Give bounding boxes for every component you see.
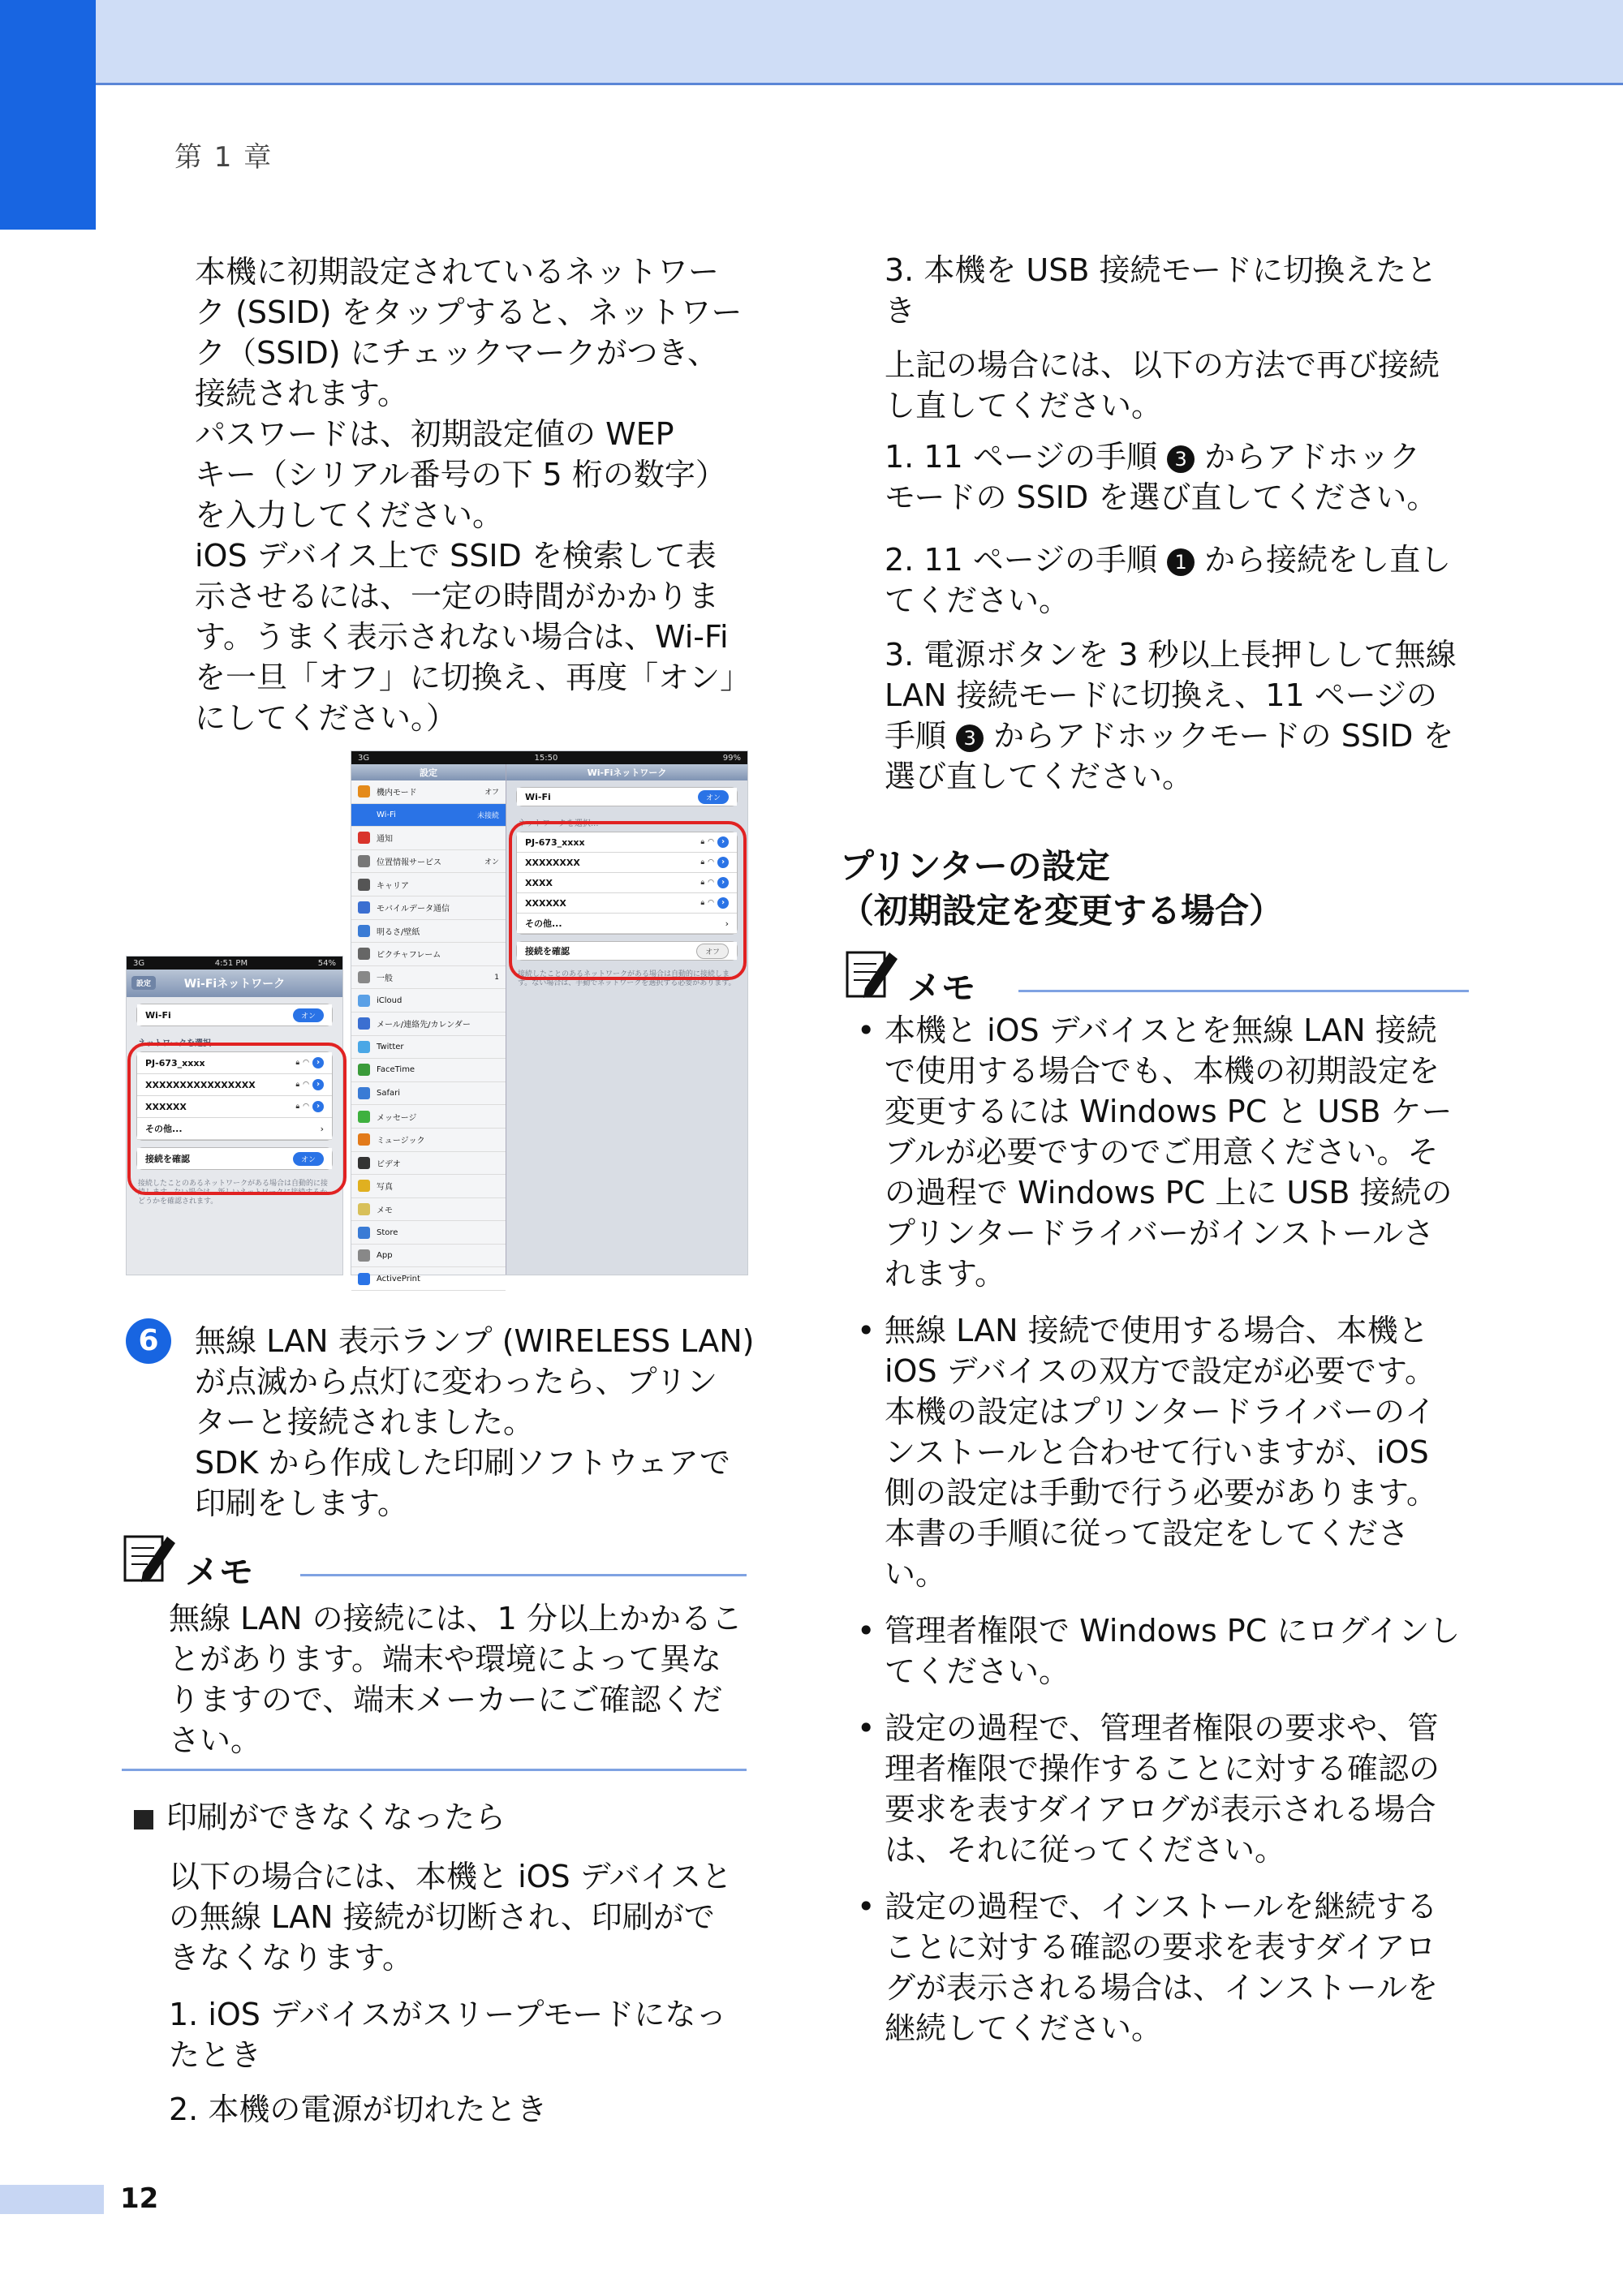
chevron-right-icon: › [320, 1123, 324, 1134]
intro-line: 接続されます。 [195, 376, 408, 411]
settings-app-icon [358, 995, 370, 1007]
memo-bullet-line: ことに対する確認の要求を表すダイアロ [885, 1929, 1436, 1965]
step-ref-1-icon: 1 [1167, 548, 1195, 576]
memo-bullet-line: ブルが必要ですのでご用意ください。そ [885, 1134, 1439, 1170]
redo-text [885, 345, 1534, 426]
ipad-network-name: XXXXXXXX [525, 857, 580, 868]
intro-line: パスワードは、初期設定値の WEP [195, 416, 674, 452]
redo-line: 上記の場合には、以下の方法で再び接続 [885, 347, 1440, 383]
settings-app-icon [358, 971, 370, 983]
network-name: XXXXXX [145, 1101, 187, 1112]
memo-bullet-line: ンストールと合わせて行いますが、iOS [885, 1434, 1429, 1470]
network-name: PJ-673_xxxx [145, 1057, 205, 1068]
time-text: 4:51 PM [214, 958, 248, 968]
ipad-other-label: その他... [525, 918, 562, 929]
opt3-post: からアドホックモードの SSID を [984, 718, 1454, 754]
step-number-6: 6 [126, 1318, 171, 1364]
intro-line: キー（シリアル番号の下 5 桁の数字） [195, 457, 726, 492]
opt1-pre: 1. 11 ページの手順 [885, 439, 1168, 475]
wifi-signal-icon: ◠ [303, 1081, 309, 1089]
ipad-network-name: XXXXXX [525, 897, 566, 909]
ipad-sidebar-item[interactable] [351, 850, 506, 874]
memo-bullet-line: グが表示される場合は、インストールを [885, 1970, 1439, 2006]
header-rule [96, 83, 1623, 85]
info-icon[interactable]: › [717, 836, 729, 848]
intro-line: にしてください。） [195, 700, 458, 736]
memo-line: 無線 LAN の接続には、1 分以上かかるこ [169, 1601, 743, 1636]
ask-join-label: 接続を確認 [145, 1154, 190, 1164]
ipad-sidebar-label: ビデオ [377, 1159, 401, 1169]
intro-line: ク（SSID) にチェックマークがつき、 [195, 335, 718, 371]
settings-app-icon [358, 785, 370, 798]
ipad-sidebar-label: Safari [377, 1089, 401, 1099]
step6-line: 印刷をします。 [195, 1486, 408, 1521]
memo-bullet-line: 本機と iOS デバイスとを無線 LAN 接続 [885, 1013, 1437, 1048]
ipad-wifi-group [516, 787, 738, 806]
opt2-line2: てください。 [885, 583, 1070, 618]
ipad-sidebar-label: ピクチャフレーム [377, 951, 441, 961]
memo-rule [300, 1574, 747, 1576]
settings-app-icon [358, 1064, 370, 1076]
ipad-sidebar-label: Twitter [377, 1042, 404, 1051]
ipad-sidebar-item[interactable] [351, 1059, 506, 1082]
ipad-footnote: 接続したことのあるネットワークがある場合は自動的に接続します。ない場合は、手動でネットワークを選択する必要があります。 [518, 970, 736, 987]
iphone-highlight [127, 1043, 347, 1195]
step-ref-3-icon: 3 [1167, 445, 1195, 473]
settings-app-icon [358, 901, 370, 914]
opt3-line4: 選び直してください。 [885, 759, 1194, 794]
section-title-line2: （初期設定を変更する場合） [840, 891, 1284, 931]
ipad-sidebar-item[interactable] [351, 1129, 506, 1152]
memo-bullet-line: 本機の設定はプリンタードライバーのイ [885, 1394, 1436, 1430]
settings-app-icon [358, 1157, 370, 1169]
ipad-wifi-label: Wi-Fi [525, 791, 551, 802]
ipad-sidebar-item[interactable] [351, 966, 506, 990]
memo-bullets [844, 1010, 1509, 2065]
ipad-sidebar-item[interactable] [351, 1245, 506, 1268]
memo-bullet-item [844, 1610, 1509, 1692]
memo-bullet-line: プリンタードライバーがインストールさ [885, 1215, 1435, 1251]
page-number: 12 [120, 2182, 159, 2215]
memo-bullet-line: iOS デバイスの双方で設定が必要です。 [885, 1353, 1436, 1389]
iphone-status-bar [127, 957, 342, 970]
wifi-signal-icon: ◠ [708, 899, 714, 907]
opt3-pre: 手順 [885, 718, 957, 754]
memo-title: メモ [185, 1552, 254, 1592]
network-name: XXXXXXXXXXXXXXXX [145, 1079, 256, 1090]
carrier-text: 3G [133, 958, 145, 968]
wifi-signal-icon: ◠ [708, 858, 714, 866]
ipad-sidebar-item[interactable] [351, 1267, 506, 1291]
settings-app-icon [358, 1041, 370, 1053]
step6-text [195, 1321, 763, 1524]
print-fail-case1-line: 1. iOS デバイスがスリープモードになっ [169, 1997, 727, 2032]
ipad-sidebar-label: メッセージ [377, 1113, 417, 1123]
memo-bullet-line: 継続してください。 [885, 2010, 1163, 2046]
ipad-sidebar-item[interactable] [351, 920, 506, 944]
ipad-carrier: 3G [358, 753, 370, 763]
chapter-tab [0, 0, 96, 230]
info-icon[interactable]: › [717, 857, 729, 868]
info-icon[interactable]: › [717, 897, 729, 909]
memo-bullet-line: れます。 [885, 1256, 1005, 1292]
opt3-line2: LAN 接続モードに切換え、11 ページの [885, 677, 1437, 713]
ipad-sidebar-item[interactable] [351, 827, 506, 850]
print-fail-line: 以下の場合には、本機と iOS デバイスと [169, 1859, 733, 1894]
memo-rule-right [1018, 990, 1469, 992]
step6-line: が点滅から点灯に変わったら、プリン [195, 1364, 718, 1400]
settings-app-icon [358, 879, 370, 891]
ipad-sidebar-label: モバイルデータ通信 [377, 905, 450, 914]
memo-line: さい。 [169, 1722, 262, 1758]
opt1-line2: モードの SSID を選び直してください。 [885, 479, 1438, 515]
iphone-footnote: 接続したことのあるネットワークがある場合は自動的に接続します。ない場合は、新しいネットワークに接続するかどうかを確認されます。 [138, 1180, 329, 1206]
ipad-sidebar-value: オフ [484, 789, 499, 798]
intro-line: iOS デバイス上で SSID を検索して表 [195, 538, 717, 574]
ipad-sidebar-item[interactable] [351, 1036, 506, 1060]
wifi-signal-icon: ◠ [303, 1103, 309, 1111]
settings-app-icon [358, 1203, 370, 1215]
settings-app-icon [358, 1249, 370, 1262]
memo-bullet-line: 本書の手順に従って設定をしてくださ [885, 1516, 1410, 1551]
bullet-dot-icon: • [857, 1889, 876, 1924]
memo-bullet-line: 無線 LAN 接続で使用する場合、本機と [885, 1313, 1429, 1348]
ipad-sidebar-item[interactable] [351, 1175, 506, 1198]
memo-bullet-line: 設定の過程で、管理者権限の要求や、管 [885, 1710, 1439, 1746]
ipad-sidebar-title: 設定 [351, 764, 506, 780]
print-fail-text [169, 1856, 753, 1978]
step-ref-3-icon: 3 [956, 724, 984, 752]
bullet-dot-icon: • [857, 1613, 876, 1649]
option1 [885, 436, 1534, 518]
opt3-line1: 3. 電源ボタンを 3 秒以上長押しして無線 [885, 637, 1457, 673]
step6-line: ターと接続されました。 [195, 1404, 535, 1440]
wifi-signal-icon: ◠ [303, 1059, 309, 1067]
ipad-sidebar-list [351, 780, 506, 1291]
ipad-sidebar-label: メモ [377, 1206, 393, 1215]
settings-app-icon [358, 1087, 370, 1099]
ipad-sidebar-item[interactable] [351, 780, 506, 804]
choose-network-label: ネットワークを選択... [138, 1039, 221, 1048]
ipad-status-bar [351, 751, 747, 764]
settings-app-icon [358, 1227, 370, 1239]
ipad-sidebar-label: 一般 [377, 974, 393, 984]
memo-bullet-line: てください。 [885, 1653, 1070, 1689]
case3-line: き [885, 293, 916, 329]
ipad-time: 15:50 [534, 753, 558, 763]
memo-bullet-line: 変更するには Windows PC と USB ケー [885, 1094, 1453, 1129]
memo-bullet-line: い。 [885, 1556, 947, 1592]
memo-end-rule [122, 1769, 747, 1771]
intro-line: 本機に初期設定されているネットワー [195, 254, 720, 290]
info-icon[interactable]: › [312, 1079, 324, 1090]
settings-app-icon [358, 855, 370, 867]
back-button[interactable]: 設定 [131, 976, 156, 990]
option3 [885, 634, 1534, 797]
redo-line: し直してください。 [885, 388, 1163, 424]
chevron-right-icon: › [725, 918, 729, 929]
chapter-label: 第 1 章 [174, 141, 273, 174]
ipad-ask-join-toggle[interactable]: オフ [696, 944, 729, 959]
step6-line: 無線 LAN 表示ランプ (WIRELESS LAN) [195, 1323, 755, 1359]
memo-line: とがあります。端末や環境によって異な [169, 1641, 721, 1677]
ipad-sidebar [351, 764, 506, 1283]
lock-icon: 🔒︎ [295, 1103, 300, 1111]
ipad-sidebar-label: ActivePrint [377, 1274, 420, 1283]
ipad-sidebar-label: 通知 [377, 835, 393, 845]
lock-icon: 🔒︎ [700, 899, 705, 907]
settings-app-icon [358, 1017, 370, 1030]
ipad-sidebar-label: 写真 [377, 1183, 393, 1193]
memo-bullet-line: は、それに従ってください。 [885, 1832, 1286, 1868]
info-icon[interactable]: › [717, 877, 729, 888]
battery-text: 54% [317, 958, 336, 968]
print-fail-case2: 2. 本機の電源が切れたとき [169, 2092, 548, 2127]
section-title-line1: プリンターの設定 [840, 846, 1110, 886]
ipad-highlight [509, 821, 747, 980]
memo-line: りますので、端末メーカーにご確認くだ [169, 1682, 723, 1718]
iphone-nav-bar [127, 970, 342, 997]
ask-join-toggle[interactable]: オン [293, 1152, 324, 1166]
intro-line: 示させるには、一定の時間がかかりま [195, 578, 720, 614]
intro-line: を一旦「オフ」に切換え、再度「オン」 [195, 660, 751, 695]
memo-bullet-line: で使用する場合でも、本機の初期設定を [885, 1053, 1440, 1089]
ipad-sidebar-item[interactable] [351, 1152, 506, 1176]
ipad-sidebar-label: iCloud [377, 995, 403, 1005]
ipad-battery: 99% [722, 753, 741, 763]
opt2-post: から接続をし直し [1195, 542, 1452, 578]
ipad-sidebar-item[interactable] [351, 804, 506, 828]
intro-text [195, 252, 763, 738]
memo-icon [844, 948, 901, 1001]
wifi-signal-icon: ◠ [708, 838, 714, 846]
square-bullet-icon [134, 1810, 153, 1829]
ipad-choose-network: ネットワークを選択... [518, 819, 599, 828]
settings-app-icon [358, 1180, 370, 1192]
ipad-sidebar-label: App [377, 1251, 393, 1261]
wifi-row[interactable] [137, 1004, 332, 1025]
bullet-dot-icon: • [857, 1013, 876, 1048]
memo-bullet-line: 側の設定は手動で行う必要があります。 [885, 1475, 1437, 1511]
settings-app-icon [358, 1111, 370, 1123]
ipad-sidebar-item[interactable] [351, 1013, 506, 1036]
ipad-sidebar-value: 1 [494, 973, 499, 982]
ipad-wifi-row[interactable] [517, 788, 737, 806]
lock-icon: 🔒︎ [295, 1059, 300, 1067]
section-title [840, 844, 1283, 933]
wifi-signal-icon: ◠ [708, 879, 714, 887]
settings-app-icon [358, 948, 370, 960]
intro-line: す。うまく表示されない場合は、Wi-Fi [195, 619, 729, 655]
case3-text [885, 250, 1534, 331]
opt2-pre: 2. 11 ページの手順 [885, 542, 1168, 578]
ipad-sidebar-item[interactable] [351, 896, 506, 920]
settings-app-icon [358, 832, 370, 844]
memo-text [169, 1598, 753, 1761]
lock-icon: 🔒︎ [700, 858, 705, 866]
memo-title-right: メモ [907, 968, 976, 1008]
ipad-sidebar-item[interactable] [351, 943, 506, 966]
print-fail-case1 [169, 1994, 753, 2075]
ipad-sidebar-item[interactable] [351, 1105, 506, 1129]
print-fail-line: の無線 LAN 接続が切断され、印刷がで [169, 1899, 715, 1935]
ipad-panel-title: Wi-Fiネットワーク [506, 764, 747, 780]
nav-title: Wi-Fiネットワーク [183, 978, 286, 991]
memo-bullet-item [844, 1886, 1509, 2049]
intro-line: ク (SSID) をタップすると、ネットワー [195, 295, 743, 330]
print-fail-line: きなくなります。 [169, 1940, 413, 1976]
ipad-sidebar-label: Wi-Fi [377, 810, 396, 819]
lock-icon: 🔒︎ [295, 1081, 300, 1089]
ipad-sidebar-item[interactable] [351, 1082, 506, 1106]
ipad-sidebar-label: 明るさ/壁紙 [377, 927, 420, 937]
ipad-sidebar-item[interactable] [351, 989, 506, 1013]
memo-bullet-line: 要求を表すダイアログが表示される場合 [885, 1791, 1436, 1827]
header-band [0, 0, 1623, 83]
page-number-band [0, 2185, 104, 2214]
ipad-sidebar-value: 未接続 [476, 811, 499, 820]
bullet-dot-icon: • [857, 1710, 876, 1746]
bullet-dot-icon: • [857, 1313, 876, 1348]
ipad-sidebar-item[interactable] [351, 1221, 506, 1245]
memo-bullet-item [844, 1010, 1509, 1294]
ipad-sidebar-item[interactable] [351, 873, 506, 896]
wifi-toggle[interactable]: オン [293, 1008, 324, 1022]
settings-app-icon [358, 809, 370, 821]
ipad-sidebar-label: 位置情報サービス [377, 858, 441, 868]
print-fail-case1-line: たとき [169, 2037, 262, 2073]
other-label: その他... [145, 1124, 183, 1134]
ipad-sidebar-label: Store [377, 1228, 398, 1237]
ipad-sidebar-label: ミュージック [377, 1137, 425, 1146]
settings-app-icon [358, 925, 370, 937]
ipad-sidebar-label: 機内モード [377, 789, 417, 798]
settings-app-icon [358, 1133, 370, 1146]
memo-bullet-line: 設定の過程で、インストールを継続する [885, 1889, 1438, 1924]
ipad-sidebar-label: FaceTime [377, 1065, 415, 1075]
ipad-sidebar-item[interactable] [351, 1198, 506, 1222]
ipad-sidebar-label: メール/連絡先/カレンダー [377, 1021, 471, 1030]
memo-bullet-line: の過程で Windows PC 上に USB 接続の [885, 1175, 1453, 1210]
settings-app-icon [358, 1273, 370, 1285]
case3-line: 3. 本機を USB 接続モードに切換えたと [885, 252, 1437, 288]
ipad-sidebar-value: オン [484, 858, 499, 867]
memo-bullet-item [844, 1310, 1509, 1594]
ipad-wifi-toggle[interactable]: オン [698, 790, 729, 804]
lock-icon: 🔒︎ [700, 879, 705, 887]
print-fail-heading [134, 1797, 506, 1838]
memo-bullet-line: 管理者権限で Windows PC にログインし [885, 1613, 1461, 1649]
option2 [885, 540, 1534, 621]
memo-icon [122, 1532, 179, 1585]
memo-bullet-item [844, 1708, 1509, 1870]
info-icon[interactable]: › [312, 1057, 324, 1068]
wifi-toggle-group [136, 1004, 333, 1026]
opt1-post: からアドホック [1195, 439, 1421, 475]
memo-bullet-line: 理者権限で操作することに対する確認の [885, 1751, 1440, 1786]
info-icon[interactable]: › [312, 1101, 324, 1112]
ipad-ask-join-label: 接続を確認 [525, 946, 570, 957]
step6-line: SDK から作成した印刷ソフトウェアで [195, 1445, 731, 1481]
ipad-sidebar-label: キャリア [377, 881, 409, 891]
ipad-network-name: PJ-673_xxxx [525, 836, 585, 848]
print-fail-heading-text: 印刷ができなくなったら [166, 1799, 506, 1835]
ipad-network-name: XXXX [525, 877, 553, 888]
lock-icon: 🔒︎ [700, 838, 705, 846]
intro-line: を入力してください。 [195, 497, 504, 533]
wifi-label: Wi-Fi [145, 1009, 171, 1021]
